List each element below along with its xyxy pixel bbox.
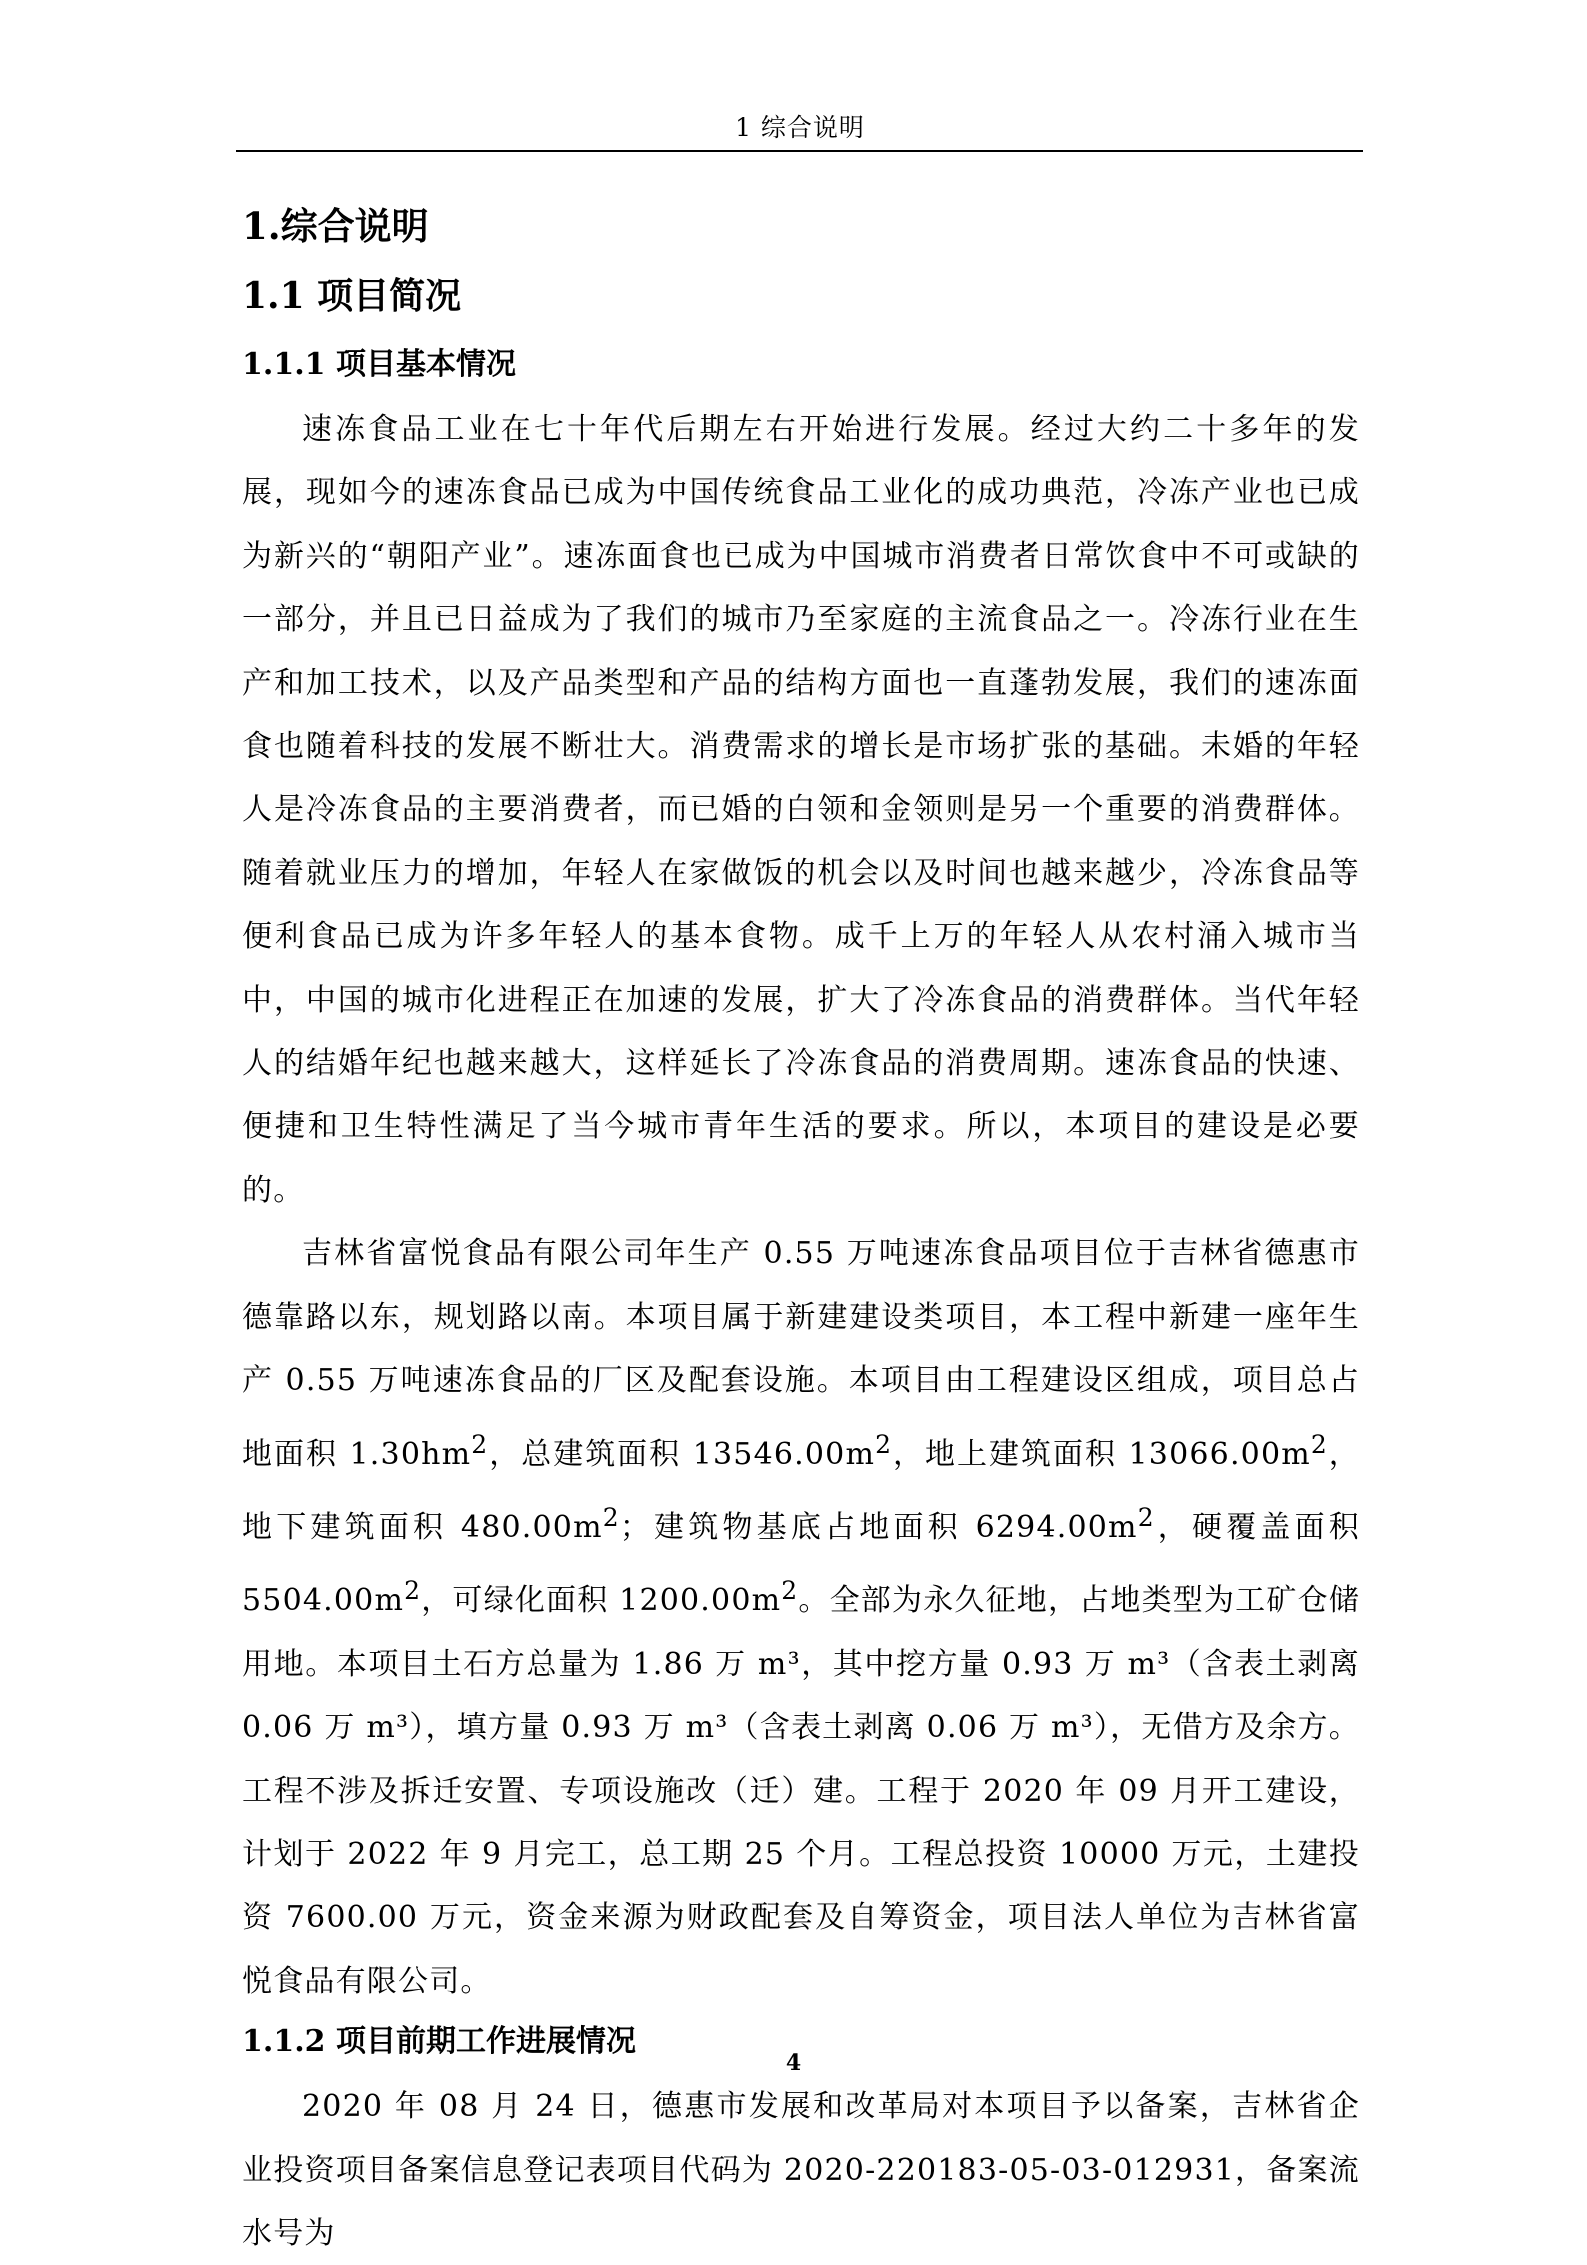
heading-chapter-title: 1.综合说明 xyxy=(242,204,429,248)
text-segment: ，总建筑面积 13546.00m xyxy=(488,1436,876,1472)
text-segment: 吉林省富悦食品有限公司年生产 0.55 万吨速冻食品项目位于吉林省德惠市德靠路以东，规划路以南。本项目属于新建建设类项目，本工程中新建一座年生产 0.55 万吨速冻食品的厂区及配套设施。本项目由工程建设区组成，项目总占地面积 1.30hm xyxy=(242,1236,1360,1472)
text-segment: ，硬覆盖面积 5504.00m xyxy=(242,1509,1360,1619)
superscript-2: 2 xyxy=(471,1429,489,1459)
superscript-2: 2 xyxy=(404,1576,422,1606)
text-segment: ；建筑物基底占地面积 6294.00m xyxy=(619,1509,1138,1545)
superscript-2: 2 xyxy=(1137,1502,1155,1532)
running-header: 1 综合说明 xyxy=(735,113,865,142)
heading-subsection-preliminary-work: 1.1.2 项目前期工作进展情况 xyxy=(242,2024,636,2060)
paragraph-filing-record: 2020 年 08 月 24 日，德惠市发展和改革局对本项目予以备案，吉林省企业投资项目备案信息登记表项目代码为 2020-220183-05-03-012931，备案流水号为 xyxy=(242,2089,1360,2251)
heading-subsection-basic-info: 1.1.1 项目基本情况 xyxy=(242,347,516,382)
header-rule xyxy=(236,150,1363,152)
heading-section-project-overview: 1.1 项目简况 xyxy=(242,275,462,317)
paragraph-project-details xyxy=(242,1222,1360,2013)
text-segment: ，地下建筑面积 480.00m xyxy=(242,1436,1361,1545)
superscript-2: 2 xyxy=(1310,1429,1329,1459)
superscript-2: 2 xyxy=(875,1429,893,1459)
superscript-2: 2 xyxy=(781,1576,799,1606)
text-segment: ，可绿化面积 1200.00m xyxy=(421,1583,782,1619)
text-segment: ，地上建筑面积 13066.00m xyxy=(892,1436,1311,1472)
page-content xyxy=(242,182,1360,2265)
paragraph-background: 速冻食品工业在七十年代后期左右开始进行发展。经过大约二十多年的发展，现如今的速冻食品已成为中国传统食品工业化的成功典范，冷冻产业也已成为新兴的“朝阳产业”。速冻面食也已成为中国城市消费者日常饮食中不可或缺的一部分，并且已日益成为了我们的城市乃至家庭的主流食品之一。冷冻行业在生产和加工技术，以及产品类型和产品的结构方面也一直蓬勃发展，我们的速冻面食也随着科技的发展不断壮大。消费需求的增长是市场扩张的基础。未婚的年轻人是冷冻食品的主要消费者，而已婚的白领和金领则是另一个重要的消费群体。随着就业压力的增加，年轻人在家做饭的机会以及时间也越来越少，冷冻食品等便利食品已成为许多年轻人的基本食物。成千上万的年轻人从农村涌入城市当中，中国的城市化进程正在加速的发展，扩大了冷冻食品的消费群体。当代年轻人的结婚年纪也越来越大，这样延长了冷冻食品的消费周期。速冻食品的快速、便捷和卫生特性满足了当今城市青年生活的要求。所以，本项目的建设是必要的。 xyxy=(242,412,1360,1208)
text-segment: 。全部为永久征地，占地类型为工矿仓储用地。本项目土石方总量为 1.86 万 m³，其中挖方量 0.93 万 m³（含表土剥离 0.06 万 m³），填方量 0.93 万 m³（含表土剥离 0.06 万 m³），无借方及余方。工程不涉及拆迁安置、专项设施改（迁）建。工程于 2020 年 09 月开工建设，计划于 2022 年 9 月完工，总工期 25 个月。工程总投资 10000 万元，土建投资 7600.00 万元，资金来源为财政配套及自筹资金，项目法人单位为吉林省富悦食品有限公司。 xyxy=(242,1583,1360,1999)
page-number: 4 xyxy=(785,2050,802,2076)
superscript-2: 2 xyxy=(602,1502,620,1532)
